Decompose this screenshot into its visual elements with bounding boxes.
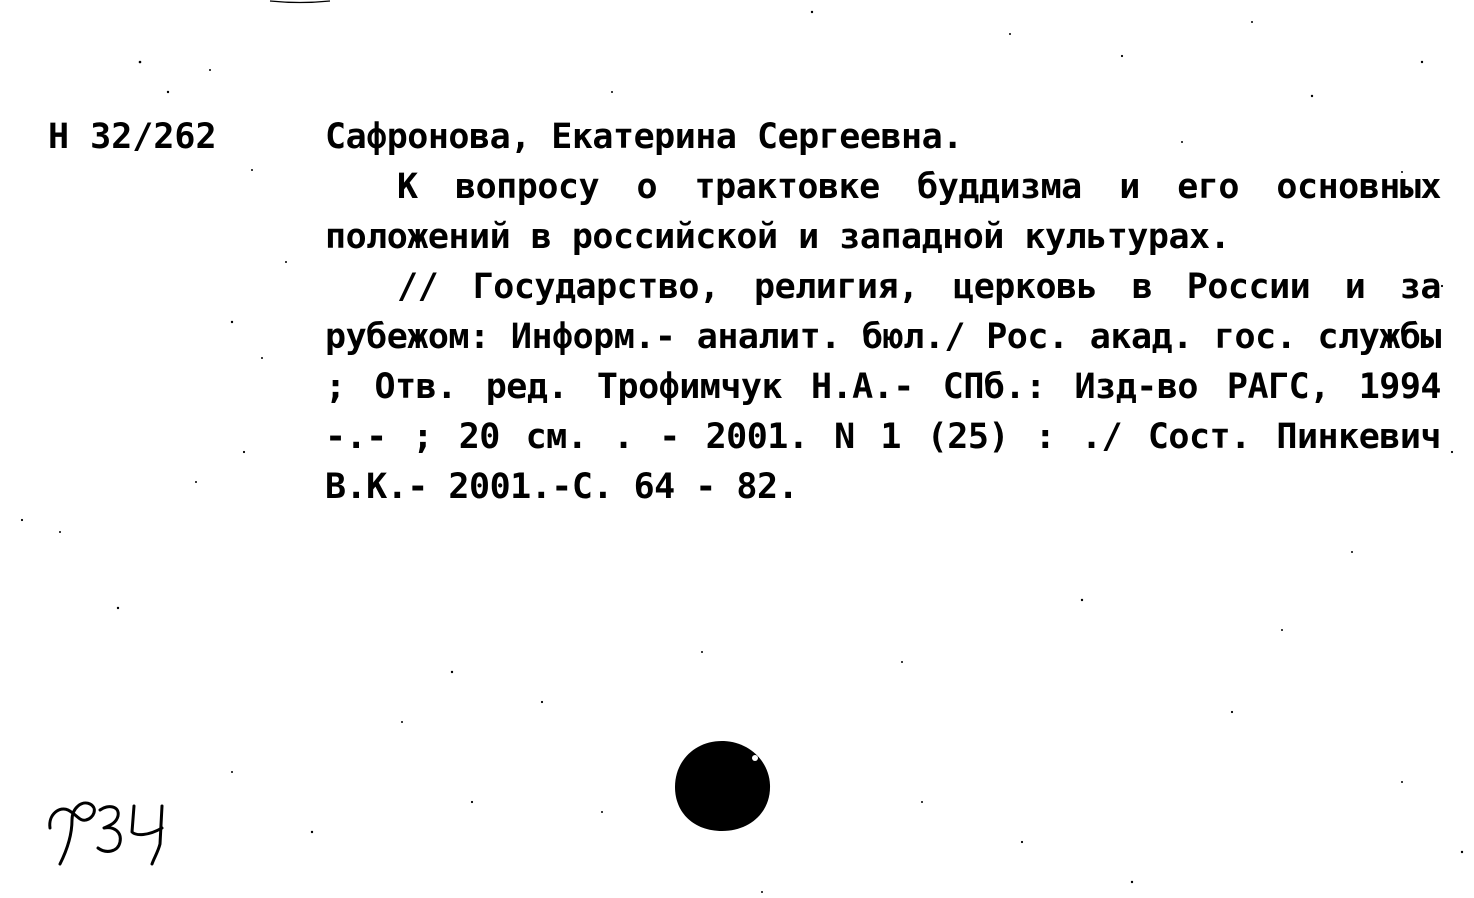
author-heading: Сафронова, Екатерина Сергеевна. [325, 117, 963, 157]
article-title: К вопросу о трактовке буддизма и его основных положений в российской и западной культурах. [325, 167, 1441, 257]
handwritten-note [42, 792, 182, 872]
shelfmark: Н 32/262 [48, 117, 217, 157]
punch-hole [672, 738, 772, 834]
source-description: // Государство, религия, церковь в России и за рубежом: Информ.- аналит. бюл./ Рос. акад. гос. службы ; Отв. ред. Трофимчук Н.А.- СПб.: Изд-во РАГС, 1994 -.- ; 20 см. . - 2001. N 1 (25) : ./ Сост. Пинкевич В.К.- 2001.-С. 64 - 82. [325, 267, 1441, 507]
bibliographic-entry [325, 112, 1441, 512]
